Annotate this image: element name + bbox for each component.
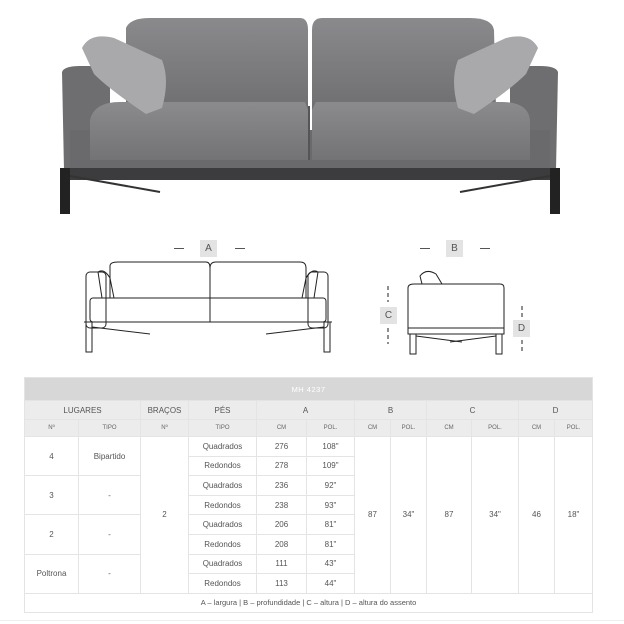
a-pol-cell: 109" (307, 456, 355, 476)
a-pol-cell: 81" (307, 534, 355, 554)
a-cm-cell: 208 (257, 534, 307, 554)
d-cm-cell: 46 (519, 437, 555, 594)
tipo-cell: - (79, 476, 141, 515)
lugares-cell: 3 (25, 476, 79, 515)
a-pol-cell: 93" (307, 495, 355, 515)
pes-cell: Quadrados (189, 476, 257, 496)
subheader: CM (427, 420, 472, 437)
pes-cell: Redondos (189, 574, 257, 594)
pes-cell: Redondos (189, 534, 257, 554)
subheader: Nº (25, 420, 79, 437)
subheader: TIPO (79, 420, 141, 437)
technical-drawings (70, 232, 540, 362)
a-cm-cell: 113 (257, 574, 307, 594)
dimension-label-a: A (200, 240, 217, 257)
a-cm-cell: 236 (257, 476, 307, 496)
a-pol-cell: 44" (307, 574, 355, 594)
sofa-photo (50, 10, 570, 225)
table-row (25, 437, 593, 457)
subheader: TIPO (189, 420, 257, 437)
subheader: POL. (391, 420, 427, 437)
pes-cell: Quadrados (189, 515, 257, 535)
header-lugares: LUGARES (25, 401, 141, 420)
a-pol-cell: 43" (307, 554, 355, 574)
model-name: MH 4237 (25, 378, 593, 401)
bracos-cell: 2 (141, 437, 189, 594)
a-pol-cell: 81" (307, 515, 355, 535)
a-cm-cell: 276 (257, 437, 307, 457)
specifications-table (24, 377, 593, 613)
header-b: B (355, 401, 427, 420)
a-cm-cell: 238 (257, 495, 307, 515)
subheader: CM (257, 420, 307, 437)
pes-cell: Quadrados (189, 437, 257, 457)
b-pol-cell: 34" (391, 437, 427, 594)
header-d: D (519, 401, 593, 420)
subheader: Nº (141, 420, 189, 437)
c-cm-cell: 87 (427, 437, 472, 594)
legend-footer: A – largura | B – profundidade | C – altura | D – altura do assento (25, 593, 593, 612)
header-bracos: BRAÇOS (141, 401, 189, 420)
pes-cell: Quadrados (189, 554, 257, 574)
lugares-cell: 2 (25, 515, 79, 554)
dimension-label-c: C (380, 307, 397, 324)
d-pol-cell: 18" (555, 437, 593, 594)
dimension-label-d: D (513, 320, 530, 337)
lugares-cell: 4 (25, 437, 79, 476)
a-cm-cell: 206 (257, 515, 307, 535)
dimension-label-b: B (446, 240, 463, 257)
subheader: CM (519, 420, 555, 437)
line-drawing (70, 232, 540, 362)
tipo-cell: - (79, 554, 141, 593)
tipo-cell: Bipartido (79, 437, 141, 476)
b-cm-cell: 87 (355, 437, 391, 594)
subheader: CM (355, 420, 391, 437)
subheader: POL. (472, 420, 519, 437)
a-pol-cell: 92" (307, 476, 355, 496)
a-cm-cell: 111 (257, 554, 307, 574)
c-pol-cell: 34" (472, 437, 519, 594)
subheader: POL. (307, 420, 355, 437)
divider (0, 620, 624, 621)
pes-cell: Redondos (189, 456, 257, 476)
header-a: A (257, 401, 355, 420)
header-c: C (427, 401, 519, 420)
lugares-cell: Poltrona (25, 554, 79, 593)
header-pes: PÉS (189, 401, 257, 420)
a-pol-cell: 108" (307, 437, 355, 457)
a-cm-cell: 278 (257, 456, 307, 476)
tipo-cell: - (79, 515, 141, 554)
pes-cell: Redondos (189, 495, 257, 515)
subheader: POL. (555, 420, 593, 437)
